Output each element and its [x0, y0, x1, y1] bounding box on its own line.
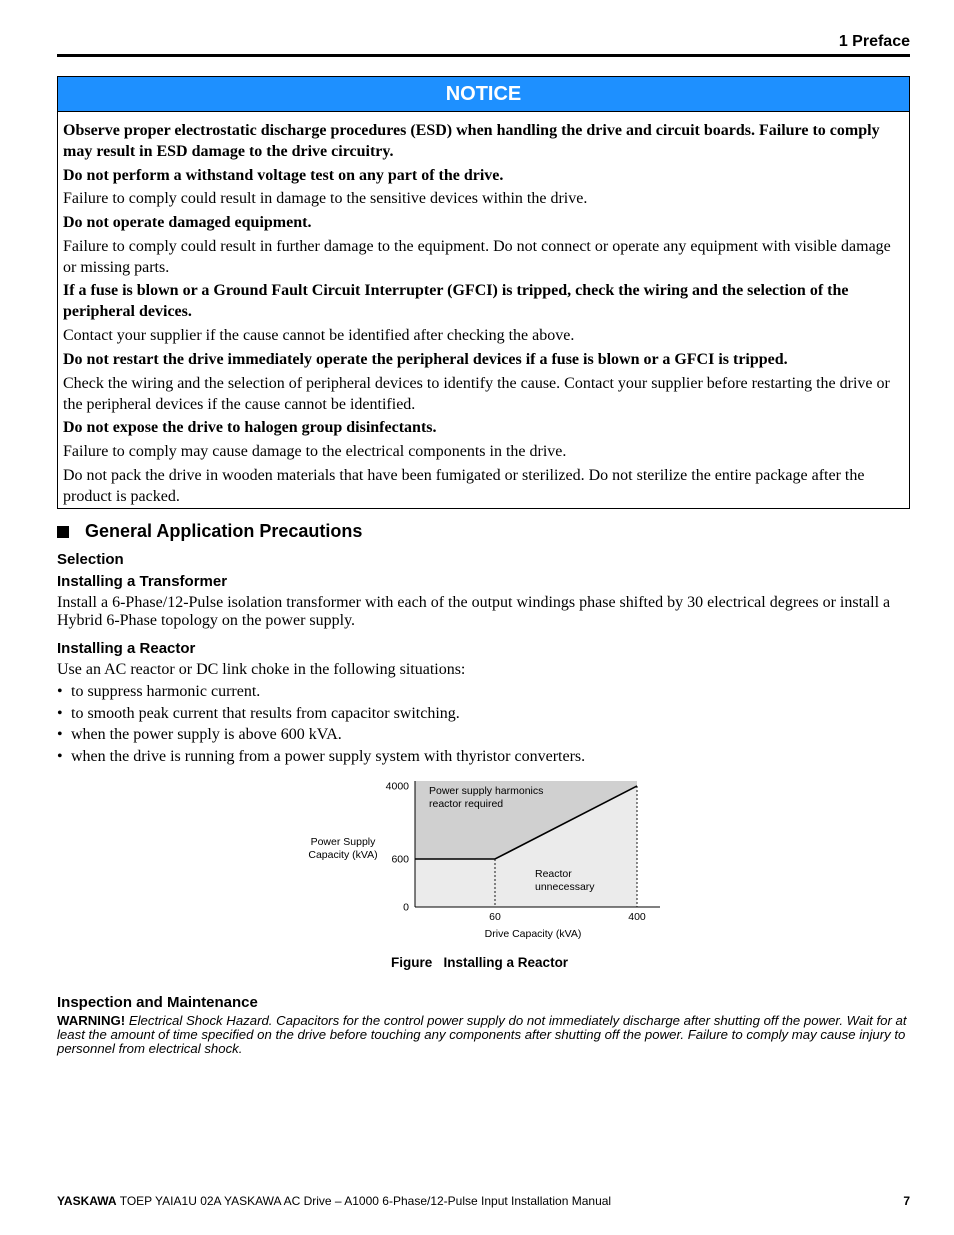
region-label: unnecessary	[535, 881, 595, 893]
bullet-text: when the drive is running from a power supply system with thyristor converters.	[71, 748, 586, 766]
reactor-bullet-list	[57, 682, 585, 769]
notice-para: Failure to comply could result in damage to the sensitive devices within the drive.	[63, 190, 588, 208]
bullet-text: to smooth peak current that results from capacitor switching.	[71, 704, 460, 722]
notice-para: Do not pack the drive in wooden materials that have been fumigated or sterilized. Do not sterilize the entire package after the product is packed.	[63, 466, 865, 505]
bullet-icon: •	[57, 748, 63, 766]
notice-para: Failure to comply may cause damage to the electrical components in the drive.	[63, 442, 567, 460]
warning-label: WARNING!	[57, 1013, 126, 1028]
notice-para: Do not operate damaged equipment.	[63, 214, 312, 232]
figure-prefix: Figure	[391, 955, 433, 970]
y-tick-label: 600	[391, 853, 409, 866]
reactor-heading: Installing a Reactor	[57, 640, 196, 657]
notice-title: NOTICE	[58, 77, 909, 112]
inspection-heading: Inspection and Maintenance	[57, 994, 258, 1011]
x-tick-label: 400	[628, 911, 646, 923]
transformer-heading: Installing a Transformer	[57, 573, 228, 590]
list-item	[57, 704, 585, 726]
notice-body	[58, 112, 909, 507]
notice-box	[57, 76, 910, 509]
notice-para: Failure to comply could result in further damage to the equipment. Do not connect or operate any equipment with visible damage or missing parts.	[63, 237, 891, 276]
reactor-chart	[290, 770, 670, 945]
y-axis-label: Power Supply	[310, 836, 376, 848]
y-axis-label: Capacity (kVA)	[308, 849, 378, 861]
page-number: 7	[903, 1194, 910, 1208]
notice-para: Check the wiring and the selection of peripheral devices to identify the cause. Contact your supplier before restarting the drive or the peripheral devices if the cause cannot be identified.	[63, 374, 890, 413]
general-heading-text: General Application Precautions	[85, 521, 363, 541]
notice-para: Do not perform a withstand voltage test on any part of the drive.	[63, 166, 504, 184]
notice-para: Contact your supplier if the cause cannot be identified after checking the above.	[63, 327, 575, 345]
page-footer	[57, 1194, 910, 1208]
section-header: 1 Preface	[838, 33, 910, 50]
bullet-icon: •	[57, 726, 63, 744]
region-label: Reactor	[535, 868, 572, 880]
notice-para: Do not expose the drive to halogen group disinfectants.	[63, 419, 437, 437]
notice-para: Observe proper electrostatic discharge procedures (ESD) when handling the drive and circuit boards. Failure to comply may result in ESD damage to the drive circuitry.	[63, 122, 880, 160]
notice-para: If a fuse is blown or a Ground Fault Circuit Interrupter (GFCI) is tripped, check the wiring and the selection of the peripheral devices.	[63, 282, 849, 321]
figure-title: Installing a Reactor	[443, 955, 569, 970]
list-item	[57, 725, 585, 747]
square-bullet-icon	[57, 526, 69, 538]
x-tick-label: 60	[489, 911, 501, 923]
list-item	[57, 682, 585, 704]
warning-text: Electrical Shock Hazard. Capacitors for the control power supply do not immediately discharge after shutting off the power. Wait for at least the amount of time specified on the drive before touching any components after shutting off the power. Failure to comply may cause injury to personnel from electrical shock.	[57, 1013, 907, 1056]
region-label: reactor required	[429, 798, 504, 810]
bullet-icon: •	[57, 683, 63, 700]
y-tick-label: 4000	[385, 780, 409, 793]
selection-heading: Selection	[57, 551, 124, 568]
x-axis-label: Drive Capacity (kVA)	[484, 928, 582, 940]
footer-doc-title: TOEP YAIA1U 02A YASKAWA AC Drive – A1000 6-Phase/12-Pulse Input Installation Manual	[119, 1194, 612, 1208]
transformer-text: Install a 6-Phase/12-Pulse isolation transformer with each of the output windings phase shifted by 30 electrical degrees or install a Hybrid 6-Phase topology on the power supply.	[57, 594, 891, 629]
header-rule	[57, 54, 910, 57]
warning-block	[57, 1014, 910, 1056]
footer-brand: YASKAWA	[57, 1194, 117, 1208]
reactor-intro: Use an AC reactor or DC link choke in the following situations:	[57, 661, 466, 678]
bullet-text: when the power supply is above 600 kVA.	[71, 726, 342, 744]
figure-caption	[391, 955, 568, 970]
general-precautions-heading	[57, 521, 362, 542]
bullet-text: to suppress harmonic current.	[71, 683, 261, 700]
y-tick-label: 0	[403, 901, 409, 914]
region-label: Power supply harmonics	[429, 785, 544, 797]
bullet-icon: •	[57, 704, 63, 722]
notice-para: Do not restart the drive immediately operate the peripheral devices if a fuse is blown or a GFCI is tripped.	[63, 350, 788, 368]
list-item	[57, 747, 585, 769]
